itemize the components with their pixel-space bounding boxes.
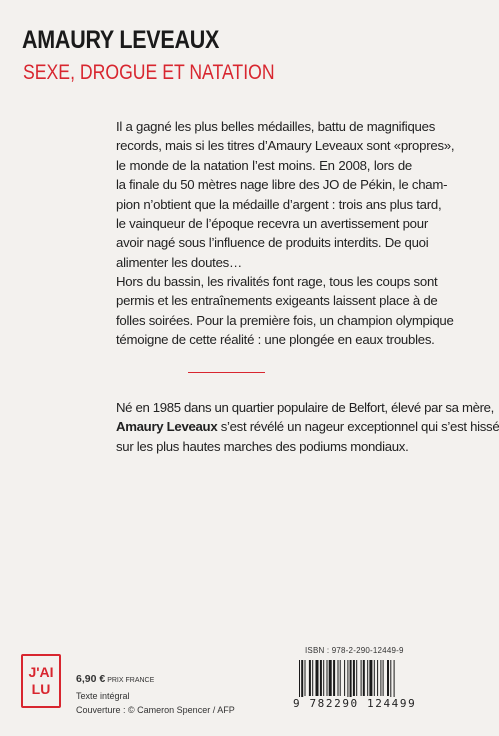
bio-author-name: Amaury Leveaux	[116, 419, 218, 435]
blurb-paragraph-2	[116, 272, 454, 350]
blurb-line: la finale du 50 mètres nage libre des JO de Pékin, le cham-	[116, 177, 448, 193]
blurb-line: permis et les entraînements exigeants laissent place à de	[116, 293, 438, 309]
barcode-bar	[309, 660, 311, 696]
blurb-line: le monde de la natation l’est moins. En 2008, lors de	[116, 157, 412, 173]
blurb-line: avoir nagé sous l’influence de produits interdits. De quoi	[116, 235, 429, 251]
bio-line: Né en 1985 dans un quartier populaire de Belfort, élevé par sa mère,	[116, 400, 494, 415]
barcode-bar	[333, 660, 335, 696]
barcode-bar	[340, 660, 341, 696]
blurb-line: alimenter les doutes…	[116, 254, 242, 270]
cover-credit: Couverture : © Cameron Spencer / AFP	[76, 705, 235, 715]
barcode-number: 9 782290 124499	[293, 697, 417, 710]
author-bio	[116, 398, 499, 456]
section-divider	[188, 372, 265, 373]
barcode-bar	[338, 660, 339, 696]
price: 6,90 €	[76, 673, 106, 685]
barcode-bar	[353, 660, 355, 696]
blurb-line: Il a gagné les plus belles médailles, battu de magnifiques	[116, 119, 436, 134]
barcode-bar	[374, 660, 375, 696]
blurb-paragraph-1	[116, 117, 455, 272]
barcode-bar	[369, 660, 372, 696]
bio-line: sur les plus hautes marches des podiums mondiaux.	[116, 438, 409, 454]
barcode-bar	[323, 660, 324, 696]
barcode-bar	[361, 660, 362, 696]
price-note: PRIX FRANCE	[107, 677, 155, 684]
barcode-bar	[380, 660, 381, 696]
publisher-logo-line-1: J'AI	[28, 664, 54, 680]
author-name: AMAURY LEVEAUX	[22, 26, 220, 54]
barcode-bar	[367, 660, 368, 696]
book-title: SEXE, DROGUE ET NATATION	[23, 61, 275, 84]
barcode-bar	[312, 660, 313, 696]
barcode-bar	[363, 660, 365, 696]
blurb-line: folles soirées. Pour la première fois, un champion olympique	[116, 312, 454, 328]
barcode-bar	[387, 660, 389, 696]
barcode-bar	[383, 660, 384, 696]
price-line	[76, 672, 235, 689]
blurb-line: pion n’obtient que la médaille d’argent : trois ans plus tard,	[116, 196, 442, 212]
book-meta	[76, 672, 235, 718]
barcode-bar	[329, 660, 332, 696]
bio-line	[116, 417, 499, 436]
barcode-bar	[305, 660, 306, 696]
blurb-line: Hors du bassin, les rivalités font rage, tous les coups sont	[116, 274, 438, 289]
blurb-line: le vainqueur de l’époque recevra un avertissement pour	[116, 216, 428, 232]
barcode-bar	[327, 660, 328, 696]
blurb-line: témoigne de cette réalité : une plongée en eaux troubles.	[116, 332, 435, 348]
publisher-logo	[21, 654, 61, 708]
blurb-line: records, mais si les titres d’Amaury Leveaux sont «propres»,	[116, 138, 455, 154]
barcode-bar	[344, 660, 345, 696]
publisher-logo-line-2: LU	[31, 681, 51, 697]
bio-line-rest: s’est révélé un nageur exceptionnel qui s’est hissé	[217, 419, 499, 435]
barcode-bar	[356, 660, 357, 696]
edition-note: Texte intégral	[76, 690, 130, 701]
barcode-bar	[316, 660, 319, 696]
isbn-label: ISBN : 978-2-290-12449-9	[305, 646, 404, 655]
barcode-bar	[377, 660, 378, 696]
barcode-bar	[320, 660, 322, 696]
